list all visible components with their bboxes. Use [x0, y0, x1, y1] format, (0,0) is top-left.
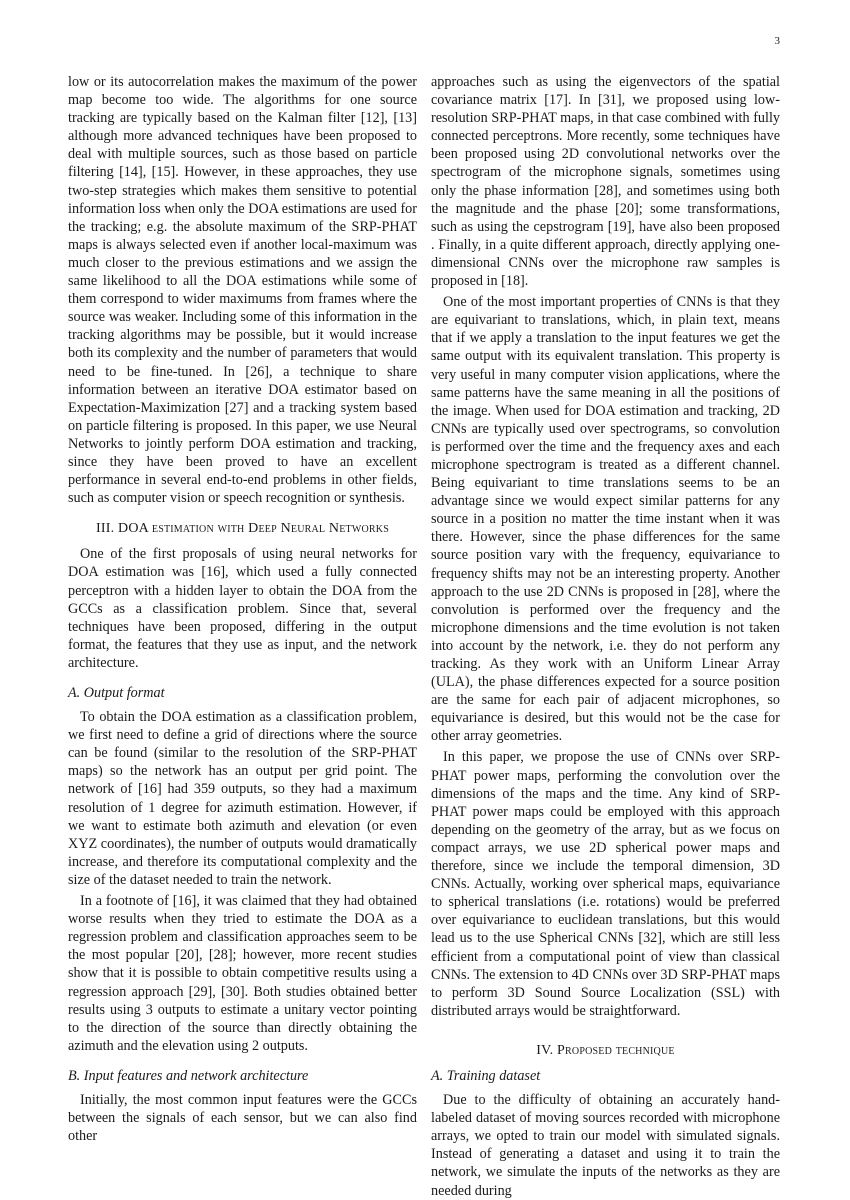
section-heading-4 — [431, 1042, 780, 1060]
paragraph-output-2: In a footnote of [16], it was claimed that they had obtained worse results when they tried to estimate the DOA as a regression problem and classification approaches seem to be the most popular [20], [28]; however, more recent studies show that it is possible to obtain competitive results using a regression approach [29], [30]. Both studies obtained better results using 3 outputs to estimate a unitary vector pointing to the direction of the source than directly obtaining the azimuth and the elevation using 2 outputs. — [68, 893, 417, 1054]
section-number: III. — [96, 521, 115, 537]
section-title: Proposed technique — [557, 1042, 675, 1058]
left-column — [68, 73, 417, 1145]
paragraph-cnn-properties: One of the most important properties of CNNs is that they are equivariant to translations, which, in plain text, means that if we apply a translation to the input features we get the same output with its equivalent translation. This property is very useful in many computer vision applications, where the same patterns have the same meaning in all the positions of the image. When used for DOA estimation and tracking, 2D CNNs are typically used over spectrograms, so convolution is performed over the time and the frequency axes and each microphone spectrogram is treated as a different channel. Being equivariant to time translations seems to be an advantage since we would expect similar patterns for any source in a position no matter the time instant when it was there. However, since the phase differences for the same source position vary with the frequency, equivariance to frequency shifts may not be an interesting property. Another approach to the use 2D CNNs is proposed in [28], where the convolution is performed over the frequency and the microphone dimensions and the time evolution is not taken into account by the network, i.e. they do not perform any tracking. As they work with an Uniform Linear Array (ULA), the phase differences expected for a source position are the same for each pair of adjacent microphones, so equivariance is desired, but this would not be the case for other array geometries. — [431, 294, 780, 745]
paragraph-input-1: Initially, the most common input features were the GCCs between the signals of each sensor, but we can also find other — [68, 1091, 417, 1145]
section-heading-3 — [68, 520, 417, 538]
paragraph-this-paper: In this paper, we propose the use of CNNs over SRP-PHAT power maps, performing the convolution over the dimensions of the maps and the time. Any kind of SRP-PHAT power maps could be employed with this approach depending on the geometry of the array, but as we focus on compact arrays, we use 2D spherical power maps and therefore, since we include the temporal dimension, 3D CNNs. Actually, working over spherical maps, equivariance to spherical translations (i.e. rotations) would be preferred over equivariance to euclidean translations, but this would lead us to the use Spherical CNNs [32], which are still less efficient from a computational point of view than classical CNNs. The extension to 4D CNNs over 3D SRP-PHAT maps to perform 3D Sound Source Localization (SSL) with distributed arrays would be straightforward. — [431, 749, 780, 1019]
paragraph-intro-continued: low or its autocorrelation makes the maximum of the power map become too wide. The algorithms for one source tracking are typically based on the Kalman filter [12], [13] although more advanced techniques have been proposed to deal with multiple sources, such as those based on particle filtering [14], [15]. However, in these approaches, they use two-step strategies which makes them sensitive to potential information loss when only the DOA estimations are used for the tracking; e.g. the absolute maximum of the SRP-PHAT maps is always selected even if another local-maximum was much closer to the previous estimations and we assign the same likelihood to all the DOA estimations while some of them correspond to wider maximums from frames where the source was weaker. Including some of this information in the tracking algorithms may be possible, but it would increase both its complexity and the number of parameters that would need to be fine-tuned. In [26], a technique to share information between an iterative DOA estimator based on Expectation-Maximization [27] and a tracking system based on particle filtering is proposed. In this paper, we use Neural Networks to jointly perform DOA estimation and tracking, since they have been proved to have an excellent performance in several end-to-end problems in other fields, such as computer vision or speech recognition or synthesis. — [68, 74, 417, 507]
paragraph-output-1: To obtain the DOA estimation as a classification problem, we first need to define a grid of directions where the source can be found (similar to the resolution of the SRP-PHAT maps) so the network has an output per grid point. The network of [16] had 359 outputs, so they had a maximum resolution of 1 degree for azimuth estimation. However, if we want to estimate both azimuth and elevation (or even XYZ coordinates), the number of outputs would dramatically increase, and therefore its computational complexity and the size of the dataset needed to train the network. — [68, 709, 417, 888]
paragraph-section3: One of the first proposals of using neural networks for DOA estimation was [16], which used a fully connected perceptron with a hidden layer to obtain the DOA from the GCCs as a classification problem. Since that, several techniques have been proposed, differing in the output format, the features that they use as input, and the network architecture. — [68, 546, 417, 671]
right-column — [431, 73, 780, 1200]
section-number: IV. — [536, 1042, 554, 1058]
subsection-heading-input-features: B. Input features and network architecture — [68, 1067, 309, 1084]
subsection-heading-training-dataset: A. Training dataset — [431, 1067, 541, 1084]
page-number: 3 — [774, 35, 780, 47]
paragraph-input-continued: approaches such as using the eigenvectors of the spatial covariance matrix [17]. In [31], we proposed using low-resolution SRP-PHAT maps, in that case combined with fully connected perceptrons. More recently, some techniques have been proposed using 2D convolutional networks over the spectrogram of the microphone signals, sometimes using only the phase information [28], and sometimes using both the magnitude and the phase [20]; some transformations, such as using the cepstrogram [19], have also been proposed . Finally, in a quite different approach, directly applying one-dimensional CNNs over the microphone raw samples is proposed in [18]. — [431, 74, 780, 290]
paragraph-training: Due to the difficulty of obtaining an accurately hand-labeled dataset of moving sources recorded with microphone arrays, we opted to train our model with simulated signals. Instead of generating a dataset and using it to train the network, we simulate the inputs of the networks as they are needed during — [431, 1092, 780, 1199]
subsection-heading-output-format: A. Output format — [68, 685, 165, 701]
section-title: DOA estimation with Deep Neural Networks — [118, 521, 389, 537]
